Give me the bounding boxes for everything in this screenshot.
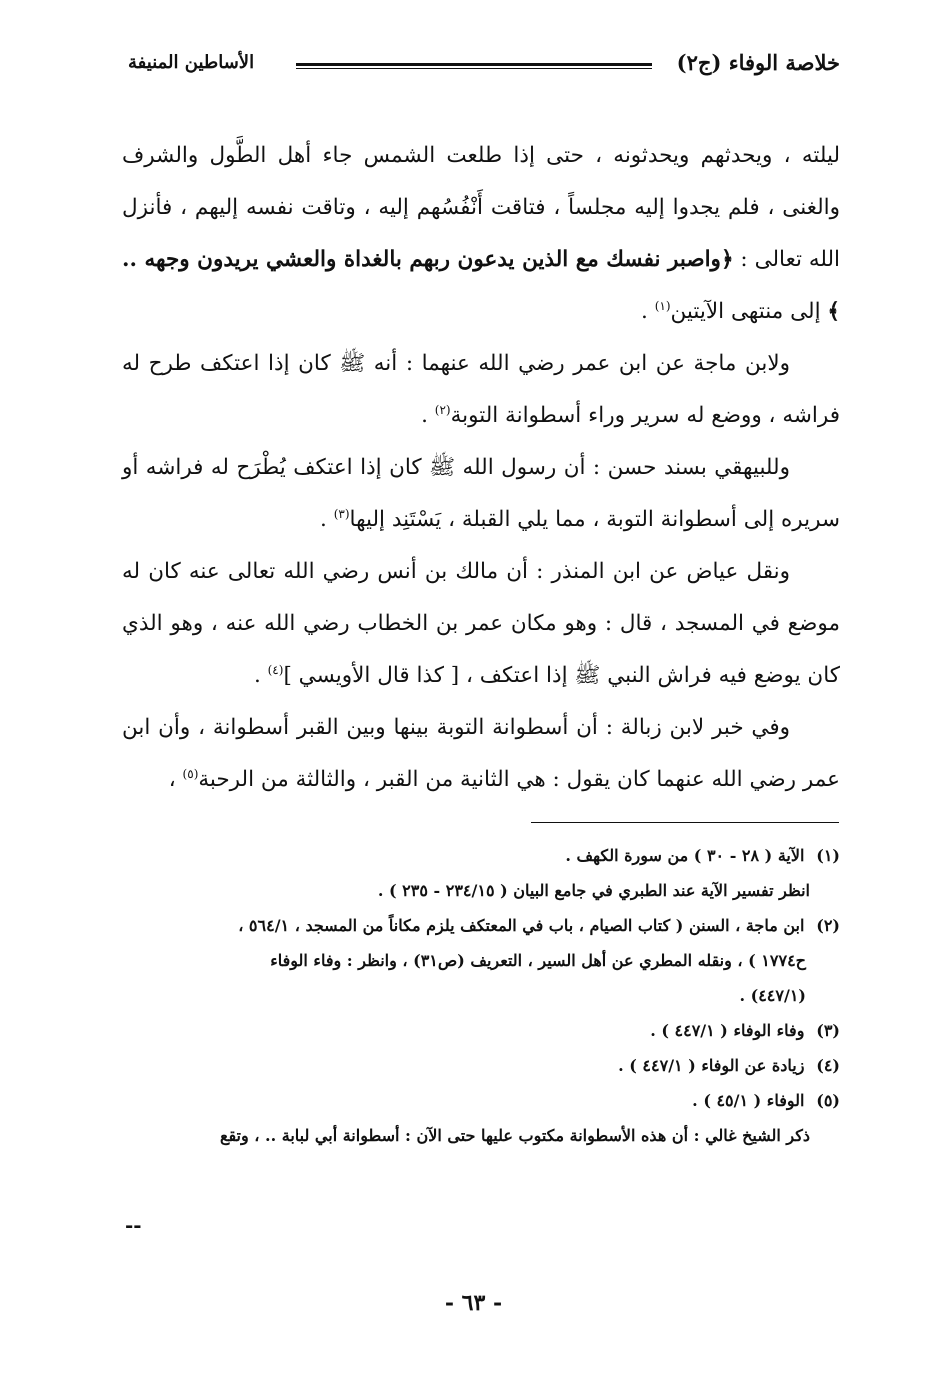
footnote-number: (٣) bbox=[816, 1021, 840, 1040]
footnote-text: زيادة عن الوفاء ( ٤٤٧/١ ) . bbox=[618, 1056, 805, 1075]
footnote-ref-5: (٥) bbox=[182, 766, 199, 781]
page-number: - ٦٣ - bbox=[444, 1290, 503, 1316]
continuation-mark: -- bbox=[125, 1213, 142, 1237]
header-rule bbox=[296, 63, 652, 69]
paragraph-5 bbox=[122, 702, 840, 806]
footnote-2-continuation: ح١٧٧٤ ) ، ونقله المطري عن أهل السير ، التعريف (ص٣١) ، وانظر : وفاء الوفاء bbox=[270, 951, 806, 970]
paragraph-4-text: ونقل عياض عن ابن المنذر : أن مالك بن أنس رضي الله تعالى عنه كان له موضع في المسجد ، قال : وهو مكان عمر بن الخطاب رضي الله عنه ، وهو الذي كان يوضع فيه فراش النبي ﷺ إذا اعتكف ، [ كذا قال الأويسي ] bbox=[122, 559, 840, 688]
footnote-ref-3: (٣) bbox=[333, 506, 350, 521]
paragraph-5-text: وفي خبر لابن زبالة : أن أسطوانة التوبة بينها وبين القبر أسطوانة ، وأن ابن عمر رضي الله عنهما كان يقول : هي الثانية من القبر ، والثالثة من الرحبة bbox=[122, 715, 840, 792]
main-text bbox=[122, 130, 840, 806]
paragraph-1-text: ليلته ، ويحدثهم ويحدثونه ، حتى إذا طلعت الشمس جاء أهل الطَّول والشرف والغنى ، فلم يجدوا إليه مجلساً ، فتاقت أَنْفُسُهم إليه ، وتاقت نفسه إليهم ، فأنزل الله تعالى : bbox=[122, 143, 841, 272]
paragraph-3-end: . bbox=[320, 507, 334, 532]
footnote-separator bbox=[531, 822, 839, 823]
paragraph-1-end: . bbox=[641, 299, 655, 324]
paragraph-4-end: . bbox=[253, 663, 268, 688]
footnote-1-extra: انظر تفسير الآية عند الطبري في جامع البيان ( ٢٣٤/١٥ - ٢٣٥ ) . bbox=[377, 881, 810, 900]
footnote-1 bbox=[118, 838, 840, 873]
footnote-number: (٤) bbox=[816, 1056, 840, 1075]
running-header bbox=[128, 50, 840, 80]
footnote-number: (٥) bbox=[816, 1091, 840, 1110]
paragraph-1 bbox=[122, 130, 840, 338]
footnotes bbox=[118, 838, 840, 1153]
paragraph-3-text: وللبيهقي بسند حسن : أن رسول الله ﷺ كان إذا اعتكف يُطْرَح له فراشه أو سريره إلى أسطوانة التوبة ، مما يلي القبلة ، يَسْتَنِد إليها bbox=[122, 455, 840, 532]
footnote-number: (١) bbox=[816, 846, 840, 865]
paragraph-1-text-cont: إلى منتهى الآيتين bbox=[670, 299, 828, 324]
trailing-note: ذكر الشيخ غالي : أن هذه الأسطوانة مكتوب عليها حتى الآن : أسطوانة أبي لبابة .. ، وتقع bbox=[219, 1126, 810, 1145]
footnote-5 bbox=[118, 1083, 840, 1118]
footnote-text: وفاء الوفاء ( ٤٤٧/١ ) . bbox=[650, 1021, 805, 1040]
footnote-text: الوفاء ( ٤٥/١ ) . bbox=[692, 1091, 805, 1110]
footnote-number: (٢) bbox=[816, 916, 840, 935]
footnote-4 bbox=[118, 1048, 840, 1083]
quran-verse: ﴿واصبر نفسك مع الذين يدعون ربهم بالغداة والعشي يريدون وجهه .. ﴾ bbox=[122, 247, 840, 324]
footnote-text: الآية ( ٢٨ - ٣٠ ) من سورة الكهف . bbox=[565, 846, 805, 865]
footnote-ref-1: (١) bbox=[654, 298, 671, 313]
footnote-ref-2: (٢) bbox=[434, 402, 451, 417]
paragraph-4 bbox=[122, 546, 840, 702]
footnote-2 bbox=[118, 908, 840, 943]
paragraph-2 bbox=[122, 338, 840, 442]
paragraph-5-end: ، bbox=[168, 767, 183, 792]
footnote-2-continuation-2: (٤٤٧/١) . bbox=[739, 986, 806, 1005]
section-title: الأساطين المنيفة bbox=[128, 52, 255, 73]
footnote-ref-4: (٤) bbox=[267, 662, 284, 677]
paragraph-2-end: . bbox=[421, 403, 435, 428]
book-title: خلاصة الوفاء (ج٢) bbox=[676, 50, 840, 75]
footnote-3 bbox=[118, 1013, 840, 1048]
paragraph-3 bbox=[122, 442, 840, 546]
footnote-text: ابن ماجة ، السنن ( كتاب الصيام ، باب في المعتكف يلزم مكاناً من المسجد ، ٥٦٤/١ ، bbox=[238, 916, 805, 935]
paragraph-2-text: ولابن ماجة عن ابن عمر رضي الله عنهما : أنه ﷺ كان إذا اعتكف طرح له فراشه ، ووضع له سرير وراء أسطوانة التوبة bbox=[122, 351, 840, 428]
